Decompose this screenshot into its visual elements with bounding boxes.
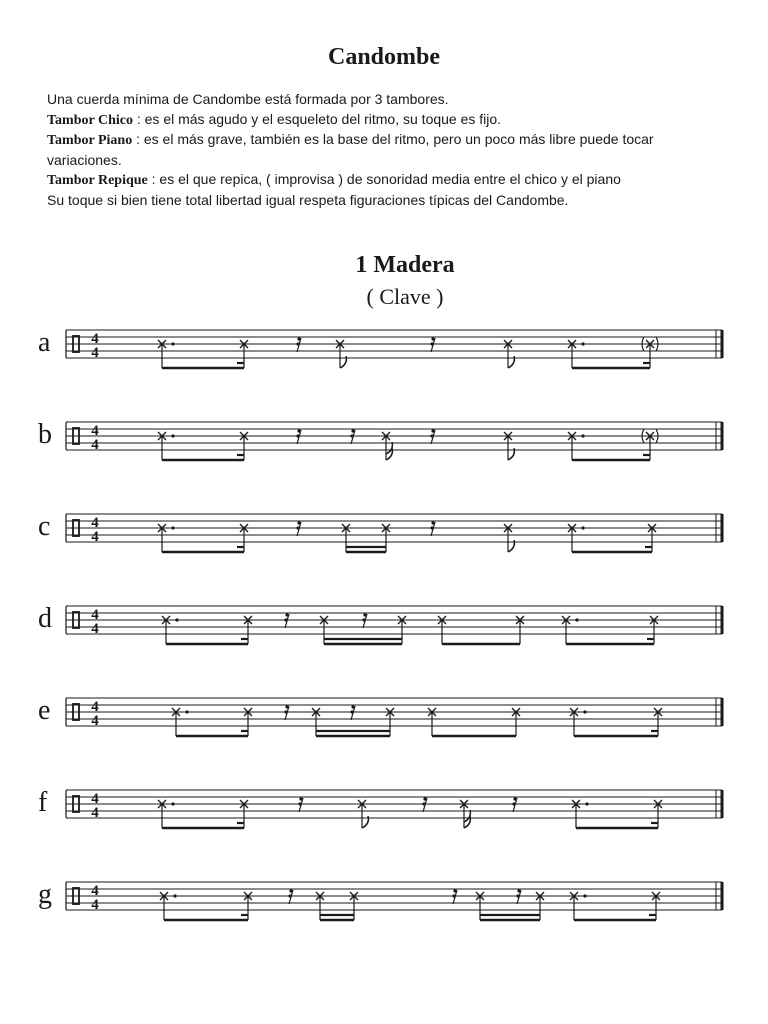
sixteenth-rest xyxy=(288,889,293,904)
percussion-staff xyxy=(0,322,768,382)
intro-text xyxy=(47,90,727,211)
intro-line-1: Una cuerda mínima de Candombe está formada por 3 tambores. xyxy=(47,91,449,107)
rhythm-figure xyxy=(350,429,355,444)
sixteenth-rest xyxy=(430,337,435,352)
intro-tambor-repique xyxy=(47,170,727,191)
staff-row-d xyxy=(0,598,768,658)
row-label: e xyxy=(38,695,51,726)
staff-row-b xyxy=(0,414,768,474)
dot xyxy=(581,342,584,345)
time-signature-top: 4 xyxy=(91,791,99,807)
rhythm-figure xyxy=(430,337,435,352)
rhythm-figure xyxy=(452,889,457,904)
intro-tambor-chico xyxy=(47,110,727,131)
row-label: c xyxy=(38,511,51,542)
rhythm-figure xyxy=(284,613,289,628)
tambor-repique-text: : es el que repica, ( improvisa ) de sonoridad media entre el chico y el piano xyxy=(147,171,621,188)
staff-row-c xyxy=(0,506,768,566)
rhythm-figure xyxy=(296,429,301,444)
time-signature-top: 4 xyxy=(91,515,99,531)
dot xyxy=(171,526,174,529)
percussion-staff xyxy=(0,874,768,934)
tambor-piano-text: : es el más grave, también es la base del ritmo, pero un poco más libre puede tocar variaciones. xyxy=(47,131,654,168)
rhythm-figure xyxy=(298,797,303,812)
dot xyxy=(185,710,188,713)
rhythm-figure xyxy=(568,337,658,368)
dot xyxy=(583,710,586,713)
rhythm-figure xyxy=(476,889,544,920)
sixteenth-rest xyxy=(296,521,301,536)
time-signature-bottom: 4 xyxy=(91,897,99,913)
rhythm-figure xyxy=(312,705,394,736)
row-label: g xyxy=(38,879,52,910)
time-signature-top: 4 xyxy=(91,883,99,899)
sixteenth-rest xyxy=(430,521,435,536)
dot xyxy=(585,802,588,805)
tambor-repique-label: Tambor Repique xyxy=(47,173,148,189)
rhythm-figure xyxy=(422,797,427,812)
sixteenth-rest xyxy=(350,705,355,720)
section-subtitle: ( Clave ) xyxy=(366,284,444,309)
sixteenth-rest xyxy=(350,429,355,444)
section-title: 1 Madera xyxy=(355,252,455,278)
rhythm-figure xyxy=(568,429,658,460)
dot xyxy=(171,342,174,345)
intro-tambor-piano xyxy=(47,130,727,170)
time-signature-bottom: 4 xyxy=(91,713,99,729)
time-signature-bottom: 4 xyxy=(91,529,99,545)
rhythm-figure xyxy=(296,337,301,352)
rhythm-figure xyxy=(288,889,293,904)
sixteenth-rest xyxy=(362,613,367,628)
page-title: Candombe xyxy=(327,44,441,70)
time-signature-bottom: 4 xyxy=(91,437,99,453)
time-signature-top: 4 xyxy=(91,699,99,715)
row-label: a xyxy=(38,327,51,358)
percussion-staff xyxy=(0,506,768,566)
sixteenth-rest xyxy=(296,429,301,444)
time-signature-top: 4 xyxy=(91,607,99,623)
rhythm-figure xyxy=(430,521,435,536)
dot xyxy=(171,434,174,437)
dot xyxy=(583,894,586,897)
time-signature-top: 4 xyxy=(91,423,99,439)
flag-2 xyxy=(386,442,392,454)
rhythm-figure xyxy=(296,521,301,536)
flag-2 xyxy=(464,810,470,822)
tambor-chico-label: Tambor Chico xyxy=(47,112,133,128)
dot xyxy=(581,526,584,529)
sixteenth-rest xyxy=(422,797,427,812)
staff-row-a xyxy=(0,322,768,382)
rhythm-figure xyxy=(284,705,289,720)
rhythm-figure xyxy=(512,797,517,812)
row-label: d xyxy=(38,603,52,634)
rhythm-figure xyxy=(320,613,406,644)
rhythm-figure xyxy=(430,429,435,444)
row-label: f xyxy=(38,787,48,818)
row-label: b xyxy=(38,419,52,450)
percussion-staff xyxy=(0,690,768,750)
time-signature-top: 4 xyxy=(91,331,99,347)
dot xyxy=(575,618,578,621)
sixteenth-rest xyxy=(284,613,289,628)
percussion-staff xyxy=(0,414,768,474)
dot xyxy=(581,434,584,437)
sixteenth-rest xyxy=(298,797,303,812)
tambor-chico-text: : es el más agudo y el esqueleto del ritmo, su toque es fijo. xyxy=(132,110,502,127)
dot xyxy=(171,802,174,805)
sixteenth-rest xyxy=(512,797,517,812)
tambor-piano-label: Tambor Piano xyxy=(47,133,133,149)
time-signature-bottom: 4 xyxy=(91,621,99,637)
dot xyxy=(173,894,176,897)
staff-row-g xyxy=(0,874,768,934)
sixteenth-rest xyxy=(516,889,521,904)
sixteenth-rest xyxy=(296,337,301,352)
dot xyxy=(175,618,178,621)
time-signature-bottom: 4 xyxy=(91,805,99,821)
staff-row-e xyxy=(0,690,768,750)
sixteenth-rest xyxy=(430,429,435,444)
intro-line-5: Su toque si bien tiene total libertad igual respeta figuraciones típicas del Candombe. xyxy=(47,191,569,208)
percussion-staff xyxy=(0,598,768,658)
time-signature-bottom: 4 xyxy=(91,345,99,361)
sixteenth-rest xyxy=(284,705,289,720)
staff-row-f xyxy=(0,782,768,842)
sixteenth-rest xyxy=(452,889,457,904)
percussion-staff xyxy=(0,782,768,842)
